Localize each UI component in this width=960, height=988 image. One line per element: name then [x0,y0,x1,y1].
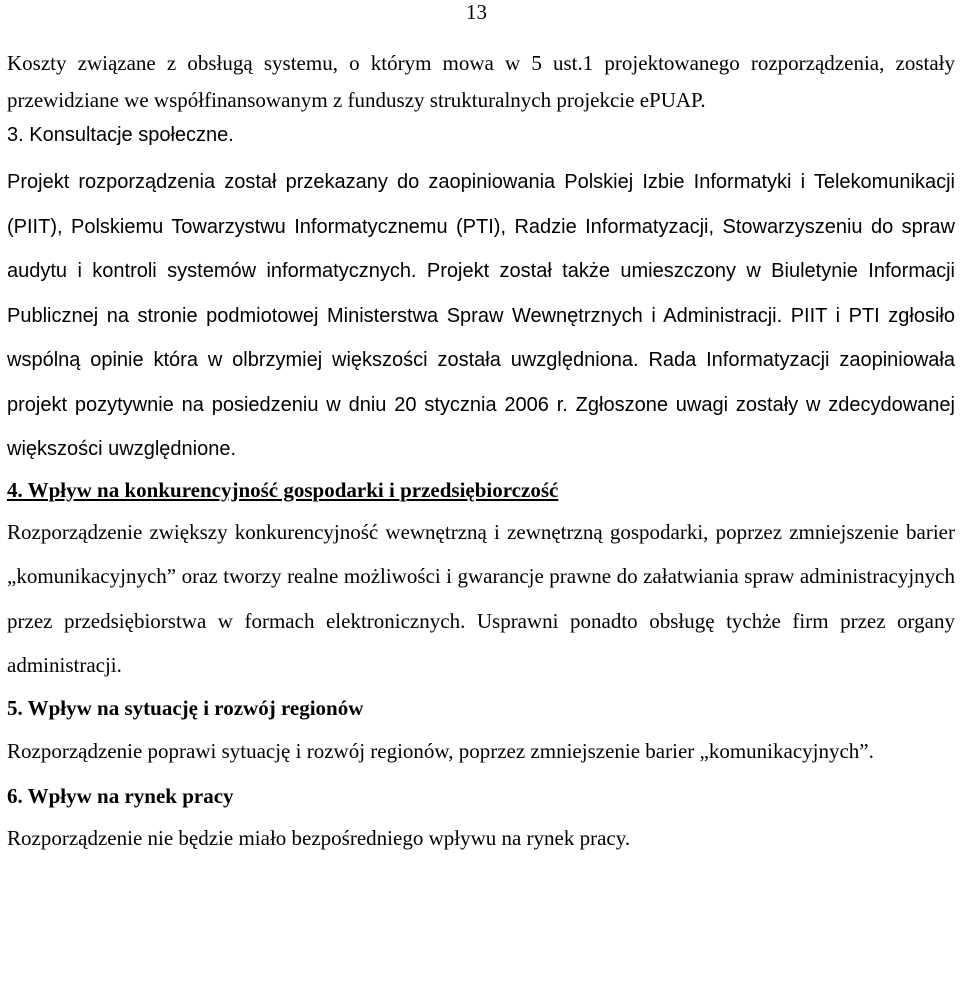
section-4-paragraph: Rozporządzenie zwiększy konkurencyjność wewnętrzną i zewnętrzną gospodarki, poprzez zmniejszenie barier „komunikacyjnych” oraz tworzy realne możliwości i gwarancje prawne do załatwiania spraw administracyjnych przez przedsiębiorstwa w formach elektronicznych. Usprawni ponadto obsługę tychże firm przez organy administracji. [7,519,955,677]
intro-paragraph: Koszty związane z obsługą systemu, o którym mowa w 5 ust.1 projektowanego rozporządzenia, zostały przewidziane we współfinansowanym z funduszy strukturalnych projekcie ePUAP. [7,51,955,112]
section-3-heading: 3. Konsultacje społeczne. [7,124,234,146]
page-number: 13 [466,0,487,24]
document-body [7,45,955,858]
section-4-heading: 4. Wpływ na konkurencyjność gospodarki i przedsiębiorczość [7,477,559,502]
section-6-paragraph: Rozporządzenie nie będzie miało bezpośredniego wpływu na rynek pracy. [7,825,631,850]
section-5-paragraph: Rozporządzenie poprawi sytuację i rozwój regionów, poprzez zmniejszenie barier „komunikacyjnych”. [7,738,874,763]
section-6-heading: 6. Wpływ na rynek pracy [7,783,234,808]
section-5-heading: 5. Wpływ na sytuację i rozwój regionów [7,695,364,720]
section-3-paragraph: Projekt rozporządzenia został przekazany do zaopiniowania Polskiej Izbie Informatyki i Telekomunikacji (PIIT), Polskiemu Towarzystwu Informatycznemu (PTI), Radzie Informatyzacji, Stowarzyszeniu do spraw audytu i kontroli systemów informatycznych. Projekt został także umieszczony w Biuletynie Informacji Publicznej na stronie podmiotowej Ministerstwa Spraw Wewnętrznych i Administracji. PIIT i PTI zgłosiło wspólną opinie która w olbrzymiej większości została uwzględniona. Rada Informatyzacji zaopiniowała projekt pozytywnie na posiedzeniu w dniu 20 stycznia 2006 r. Zgłoszone uwagi zostały w zdecydowanej większości uwzględnione. [7,171,955,460]
